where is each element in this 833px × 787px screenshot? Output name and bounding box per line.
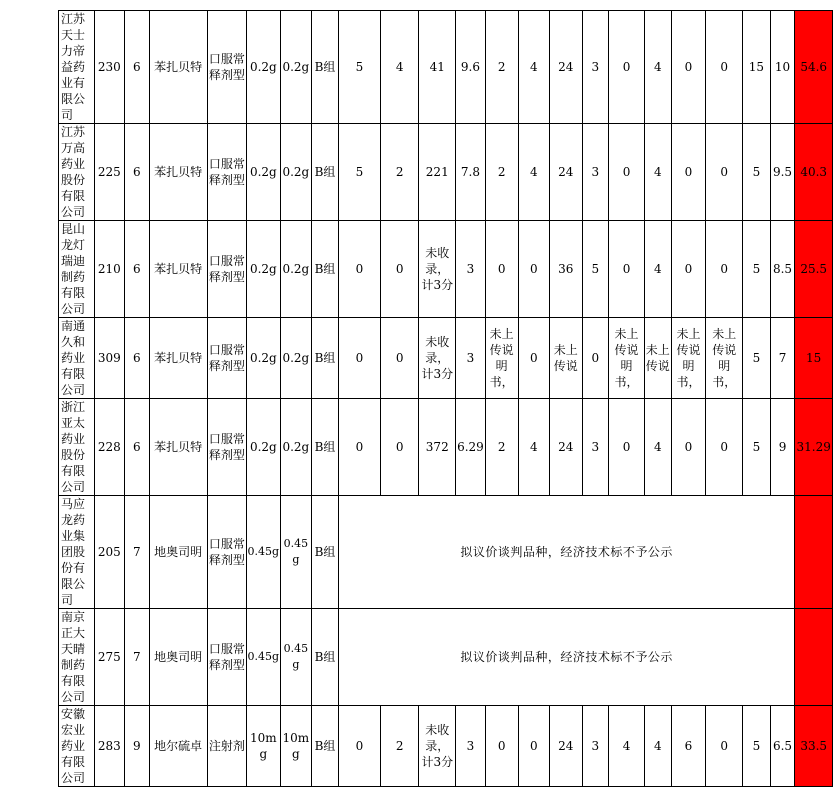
cell-spec1: 0.2g xyxy=(247,221,281,318)
cell-company: 昆山龙灯瑞迪制药有限公司 xyxy=(59,221,95,318)
cell-c13: 5 xyxy=(743,706,771,787)
cell-drug: 地奥司明 xyxy=(149,496,207,609)
cell-c14: 7 xyxy=(770,318,795,399)
table-row xyxy=(59,11,833,124)
cell-group-no: 6 xyxy=(125,318,150,399)
cell-group: B组 xyxy=(312,706,339,787)
cell-group-no: 7 xyxy=(125,496,150,609)
cell-total xyxy=(795,496,833,609)
cell-c13: 5 xyxy=(743,399,771,496)
cell-form: 口服常释剂型 xyxy=(207,496,246,609)
cell-company: 浙江亚太药业股份有限公司 xyxy=(59,399,95,496)
cell-c11: 0 xyxy=(671,399,706,496)
cell-c12: 0 xyxy=(706,124,743,221)
cell-drug: 苯扎贝特 xyxy=(149,399,207,496)
cell-c4: 3 xyxy=(456,221,486,318)
cell-code: 225 xyxy=(94,124,125,221)
cell-group-no: 6 xyxy=(125,221,150,318)
cell-spec2: 0.2g xyxy=(280,318,312,399)
cell-c3: 372 xyxy=(419,399,456,496)
cell-drug: 苯扎贝特 xyxy=(149,124,207,221)
cell-drug: 苯扎贝特 xyxy=(149,221,207,318)
cell-c7: 36 xyxy=(550,221,583,318)
cell-c7: 24 xyxy=(550,399,583,496)
cell-total: 15 xyxy=(795,318,833,399)
cell-c4: 9.6 xyxy=(456,11,486,124)
cell-c3: 未收录，计3分 xyxy=(419,706,456,787)
cell-c9: 0 xyxy=(609,124,645,221)
cell-c14: 9.5 xyxy=(770,124,795,221)
table-row xyxy=(59,399,833,496)
cell-c2: 4 xyxy=(381,11,419,124)
cell-c10: 4 xyxy=(644,221,671,318)
cell-total: 33.5 xyxy=(795,706,833,787)
cell-code: 230 xyxy=(94,11,125,124)
cell-form: 口服常释剂型 xyxy=(207,318,246,399)
cell-c14: 8.5 xyxy=(770,221,795,318)
cell-c2: 0 xyxy=(381,399,419,496)
cell-total xyxy=(795,609,833,706)
cell-c8: 3 xyxy=(582,399,609,496)
cell-drug: 苯扎贝特 xyxy=(149,318,207,399)
cell-group: B组 xyxy=(312,399,339,496)
cell-c8: 0 xyxy=(582,318,609,399)
cell-c11: 0 xyxy=(671,11,706,124)
cell-group-no: 9 xyxy=(125,706,150,787)
cell-code: 228 xyxy=(94,399,125,496)
cell-c8: 3 xyxy=(582,706,609,787)
cell-c3: 未收录，计3分 xyxy=(419,221,456,318)
cell-c10: 4 xyxy=(644,706,671,787)
cell-c4: 7.8 xyxy=(456,124,486,221)
cell-c8: 5 xyxy=(582,221,609,318)
cell-c12: 0 xyxy=(706,399,743,496)
table-row xyxy=(59,609,833,706)
cell-spec1: 0.45g xyxy=(247,609,281,706)
cell-spec2: 0.2g xyxy=(280,399,312,496)
cell-company: 安徽宏业药业有限公司 xyxy=(59,706,95,787)
cell-c2: 2 xyxy=(381,124,419,221)
cell-c3: 41 xyxy=(419,11,456,124)
cell-c12: 0 xyxy=(706,221,743,318)
cell-note: 拟议价谈判品种，经济技术标不予公示 xyxy=(338,609,795,706)
cell-c9: 未上传说明书， xyxy=(609,318,645,399)
cell-c5: 未上传说明书， xyxy=(485,318,518,399)
cell-spec2: 0.2g xyxy=(280,124,312,221)
cell-drug: 地奥司明 xyxy=(149,609,207,706)
cell-form: 口服常释剂型 xyxy=(207,399,246,496)
cell-c1: 5 xyxy=(338,124,380,221)
cell-spec1: 10mg xyxy=(247,706,281,787)
cell-c8: 3 xyxy=(582,124,609,221)
cell-form: 口服常释剂型 xyxy=(207,221,246,318)
cell-c2: 0 xyxy=(381,221,419,318)
cell-total: 54.6 xyxy=(795,11,833,124)
cell-c7: 未上传说 xyxy=(550,318,583,399)
cell-note: 拟议价谈判品种，经济技术标不予公示 xyxy=(338,496,795,609)
cell-c13: 5 xyxy=(743,221,771,318)
cell-group-no: 6 xyxy=(125,11,150,124)
cell-c5: 2 xyxy=(485,124,518,221)
cell-c5: 0 xyxy=(485,221,518,318)
cell-spec2: 0.2g xyxy=(280,11,312,124)
cell-c12: 0 xyxy=(706,706,743,787)
cell-code: 205 xyxy=(94,496,125,609)
cell-c11: 6 xyxy=(671,706,706,787)
cell-c1: 0 xyxy=(338,706,380,787)
cell-drug: 苯扎贝特 xyxy=(149,11,207,124)
cell-total: 25.5 xyxy=(795,221,833,318)
cell-group: B组 xyxy=(312,496,339,609)
score-table xyxy=(58,10,833,787)
cell-group-no: 7 xyxy=(125,609,150,706)
cell-c11: 0 xyxy=(671,221,706,318)
cell-c7: 24 xyxy=(550,706,583,787)
cell-group: B组 xyxy=(312,11,339,124)
cell-c1: 5 xyxy=(338,11,380,124)
cell-company: 江苏天士力帝益药业有限公司 xyxy=(59,11,95,124)
cell-c10: 4 xyxy=(644,399,671,496)
cell-c6: 0 xyxy=(518,221,549,318)
cell-c11: 0 xyxy=(671,124,706,221)
cell-c13: 15 xyxy=(743,11,771,124)
cell-c7: 24 xyxy=(550,124,583,221)
cell-c1: 0 xyxy=(338,318,380,399)
cell-c13: 5 xyxy=(743,318,771,399)
table-row xyxy=(59,318,833,399)
cell-c10: 4 xyxy=(644,11,671,124)
cell-form: 口服常释剂型 xyxy=(207,609,246,706)
table-body xyxy=(59,11,833,787)
cell-group: B组 xyxy=(312,609,339,706)
cell-c4: 3 xyxy=(456,706,486,787)
cell-company: 马应龙药业集团股份有限公司 xyxy=(59,496,95,609)
cell-company: 江苏万高药业股份有限公司 xyxy=(59,124,95,221)
cell-c9: 0 xyxy=(609,399,645,496)
cell-spec1: 0.2g xyxy=(247,11,281,124)
table-row xyxy=(59,221,833,318)
cell-group-no: 6 xyxy=(125,399,150,496)
cell-c8: 3 xyxy=(582,11,609,124)
cell-spec1: 0.2g xyxy=(247,318,281,399)
cell-spec2: 10mg xyxy=(280,706,312,787)
cell-total: 31.29 xyxy=(795,399,833,496)
cell-c9: 4 xyxy=(609,706,645,787)
cell-spec1: 0.2g xyxy=(247,124,281,221)
cell-c9: 0 xyxy=(609,11,645,124)
cell-c14: 9 xyxy=(770,399,795,496)
cell-c13: 5 xyxy=(743,124,771,221)
cell-spec2: 0.45g xyxy=(280,496,312,609)
cell-company: 南通久和药业有限公司 xyxy=(59,318,95,399)
cell-group: B组 xyxy=(312,318,339,399)
cell-c2: 2 xyxy=(381,706,419,787)
cell-total: 40.3 xyxy=(795,124,833,221)
cell-c5: 0 xyxy=(485,706,518,787)
cell-c12: 未上传说明书， xyxy=(706,318,743,399)
cell-code: 275 xyxy=(94,609,125,706)
cell-code: 309 xyxy=(94,318,125,399)
cell-c6: 0 xyxy=(518,318,549,399)
cell-spec2: 0.45g xyxy=(280,609,312,706)
cell-c6: 4 xyxy=(518,11,549,124)
cell-c4: 3 xyxy=(456,318,486,399)
cell-c1: 0 xyxy=(338,221,380,318)
cell-form: 口服常释剂型 xyxy=(207,11,246,124)
cell-c14: 10 xyxy=(770,11,795,124)
cell-c1: 0 xyxy=(338,399,380,496)
cell-drug: 地尔硫卓 xyxy=(149,706,207,787)
cell-c6: 4 xyxy=(518,399,549,496)
table-row xyxy=(59,496,833,609)
cell-c5: 2 xyxy=(485,11,518,124)
cell-spec2: 0.2g xyxy=(280,221,312,318)
cell-group-no: 6 xyxy=(125,124,150,221)
cell-c4: 6.29 xyxy=(456,399,486,496)
cell-c9: 0 xyxy=(609,221,645,318)
cell-c6: 0 xyxy=(518,706,549,787)
cell-code: 210 xyxy=(94,221,125,318)
table-row xyxy=(59,706,833,787)
cell-form: 口服常释剂型 xyxy=(207,124,246,221)
cell-c10: 未上传说 xyxy=(644,318,671,399)
cell-spec1: 0.2g xyxy=(247,399,281,496)
cell-c14: 6.5 xyxy=(770,706,795,787)
cell-c10: 4 xyxy=(644,124,671,221)
cell-code: 283 xyxy=(94,706,125,787)
cell-c3: 221 xyxy=(419,124,456,221)
cell-c6: 4 xyxy=(518,124,549,221)
cell-c7: 24 xyxy=(550,11,583,124)
cell-c12: 0 xyxy=(706,11,743,124)
cell-company: 南京正大天晴制药有限公司 xyxy=(59,609,95,706)
cell-spec1: 0.45g xyxy=(247,496,281,609)
table-row xyxy=(59,124,833,221)
cell-c2: 0 xyxy=(381,318,419,399)
cell-c11: 未上传说明书， xyxy=(671,318,706,399)
cell-c3: 未收录，计3分 xyxy=(419,318,456,399)
cell-group: B组 xyxy=(312,124,339,221)
cell-c5: 2 xyxy=(485,399,518,496)
cell-group: B组 xyxy=(312,221,339,318)
cell-form: 注射剂 xyxy=(207,706,246,787)
